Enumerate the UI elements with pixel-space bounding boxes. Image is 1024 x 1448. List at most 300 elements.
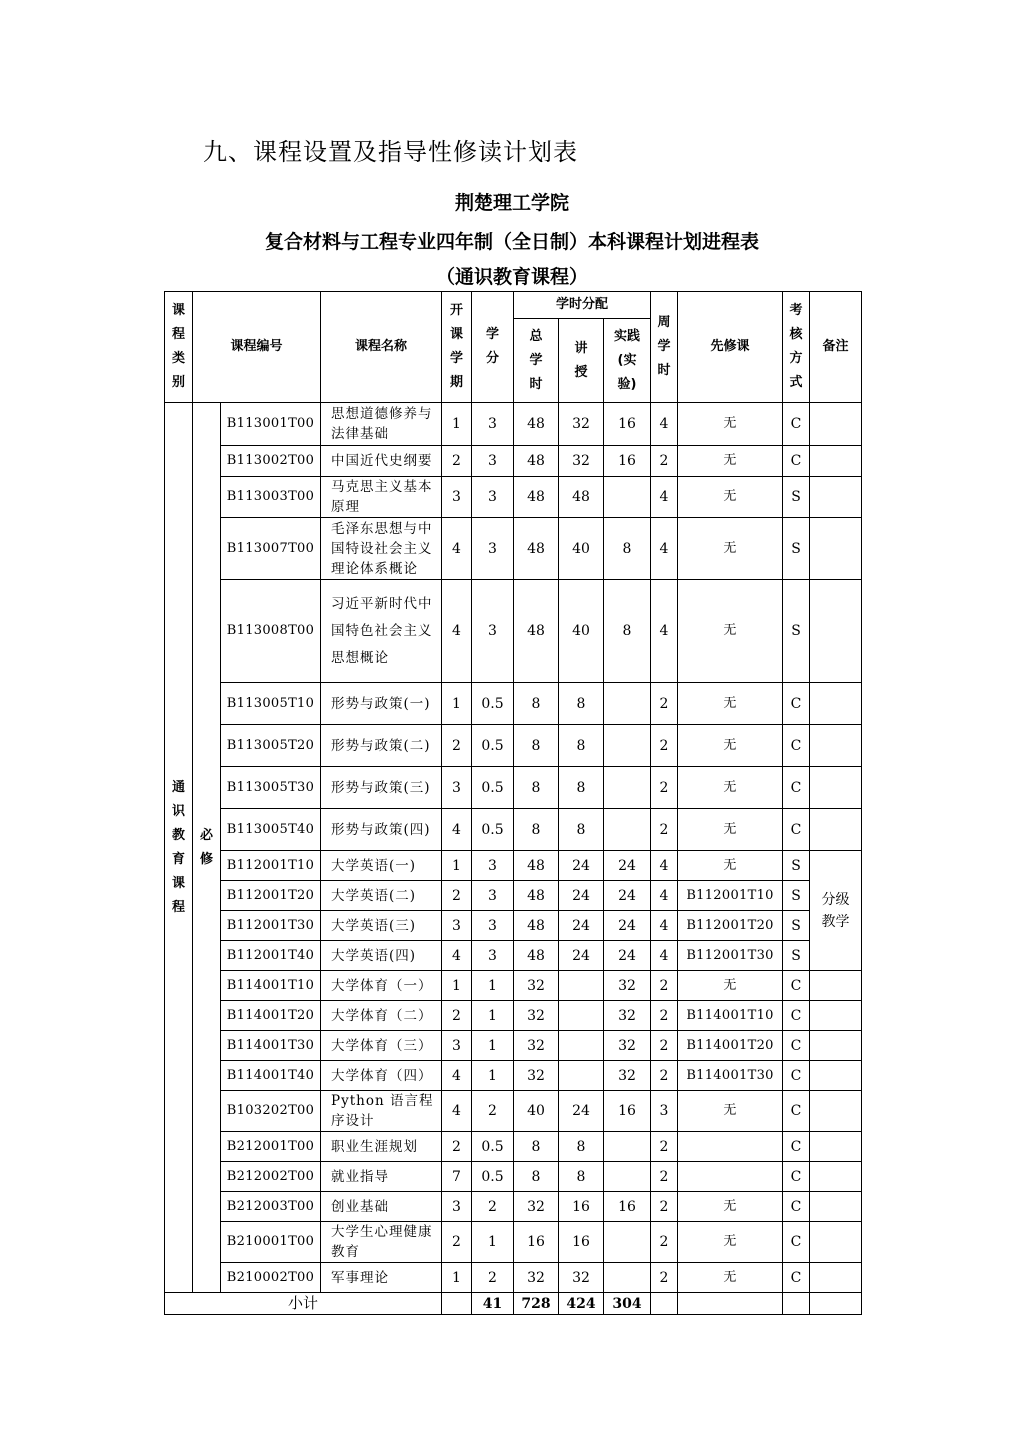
- course-name: 大学英语(二): [321, 881, 442, 911]
- course-code: B113003T00: [221, 477, 321, 518]
- course-remark: [810, 767, 862, 809]
- course-practice-hours: 8: [604, 580, 651, 683]
- course-credit: 1: [472, 1061, 514, 1091]
- course-credit: 3: [472, 851, 514, 881]
- course-prereq: 无: [678, 403, 783, 446]
- course-practice-hours: 8: [604, 518, 651, 580]
- course-total-hours: 48: [514, 911, 559, 941]
- course-name: 创业基础: [321, 1192, 442, 1222]
- course-lecture-hours: 32: [559, 446, 604, 477]
- course-semester: 7: [442, 1162, 472, 1192]
- course-practice-hours: 16: [604, 1192, 651, 1222]
- course-prereq: B114001T30: [678, 1061, 783, 1091]
- course-name: 中国近代史纲要: [321, 446, 442, 477]
- course-lecture-hours: 40: [559, 518, 604, 580]
- course-semester: 4: [442, 809, 472, 851]
- course-remark: [810, 1132, 862, 1162]
- course-exam: C: [783, 1192, 810, 1222]
- course-semester: 3: [442, 911, 472, 941]
- table-row: [165, 518, 862, 580]
- course-semester: 4: [442, 941, 472, 971]
- subtotal-weekly: [651, 1293, 678, 1315]
- course-code: B113005T40: [221, 809, 321, 851]
- course-semester: 2: [442, 725, 472, 767]
- course-code: B212002T00: [221, 1162, 321, 1192]
- course-total-hours: 48: [514, 403, 559, 446]
- course-remark: [810, 477, 862, 518]
- course-semester: 3: [442, 1192, 472, 1222]
- table-row: [165, 941, 862, 971]
- subtotal-remark: [810, 1293, 862, 1315]
- course-exam: C: [783, 1001, 810, 1031]
- course-lecture-hours: 8: [559, 809, 604, 851]
- subtotal-credit: 41: [472, 1293, 514, 1315]
- course-practice-hours: [604, 1263, 651, 1293]
- course-exam: C: [783, 403, 810, 446]
- header-lecture: 讲授: [559, 319, 604, 403]
- table-row: [165, 446, 862, 477]
- course-weekly-hours: 4: [651, 911, 678, 941]
- course-prereq: [678, 1162, 783, 1192]
- course-semester: 1: [442, 683, 472, 725]
- table-row: [165, 881, 862, 911]
- course-credit: 0.5: [472, 725, 514, 767]
- course-code: B112001T10: [221, 851, 321, 881]
- table-row: [165, 767, 862, 809]
- subtotal-semester: [442, 1293, 472, 1315]
- course-remark: [810, 403, 862, 446]
- course-credit: 3: [472, 477, 514, 518]
- course-name: 马克思主义基本原理: [321, 477, 442, 518]
- subtotal-practice: 304: [604, 1293, 651, 1315]
- course-semester: 1: [442, 403, 472, 446]
- course-lecture-hours: 32: [559, 1263, 604, 1293]
- course-exam: S: [783, 911, 810, 941]
- course-practice-hours: [604, 1222, 651, 1263]
- header-weekly: 周学时: [651, 292, 678, 403]
- course-total-hours: 16: [514, 1222, 559, 1263]
- course-name: 大学体育（四）: [321, 1061, 442, 1091]
- course-lecture-hours: 16: [559, 1192, 604, 1222]
- course-exam: C: [783, 1263, 810, 1293]
- course-exam: S: [783, 580, 810, 683]
- course-weekly-hours: 2: [651, 1192, 678, 1222]
- course-credit: 3: [472, 911, 514, 941]
- course-weekly-hours: 2: [651, 1222, 678, 1263]
- header-hours-group: 学时分配: [514, 292, 651, 319]
- course-lecture-hours: 24: [559, 911, 604, 941]
- course-total-hours: 32: [514, 1192, 559, 1222]
- course-remark: [810, 1162, 862, 1192]
- course-total-hours: 48: [514, 881, 559, 911]
- course-practice-hours: [604, 477, 651, 518]
- course-total-hours: 8: [514, 683, 559, 725]
- table-row: [165, 725, 862, 767]
- course-remark: [810, 1263, 862, 1293]
- course-code: B113001T00: [221, 403, 321, 446]
- course-practice-hours: 32: [604, 1001, 651, 1031]
- section-title: 九、课程设置及指导性修读计划表: [203, 138, 578, 166]
- course-lecture-hours: 16: [559, 1222, 604, 1263]
- subcategory-cell: 必修: [193, 403, 221, 1293]
- course-remark: [810, 446, 862, 477]
- course-weekly-hours: 3: [651, 1091, 678, 1132]
- course-remark: [810, 1061, 862, 1091]
- course-remark: [810, 518, 862, 580]
- course-prereq: 无: [678, 1192, 783, 1222]
- course-exam: C: [783, 1091, 810, 1132]
- table-row: [165, 403, 862, 446]
- course-code: B114001T20: [221, 1001, 321, 1031]
- table-row: [165, 911, 862, 941]
- course-prereq: 无: [678, 851, 783, 881]
- course-credit: 3: [472, 518, 514, 580]
- course-weekly-hours: 4: [651, 403, 678, 446]
- course-weekly-hours: 2: [651, 1001, 678, 1031]
- course-weekly-hours: 2: [651, 446, 678, 477]
- course-code: B113002T00: [221, 446, 321, 477]
- table-row: [165, 1132, 862, 1162]
- course-exam: C: [783, 971, 810, 1001]
- course-lecture-hours: 8: [559, 725, 604, 767]
- course-semester: 4: [442, 1091, 472, 1132]
- course-name: 大学体育（一）: [321, 971, 442, 1001]
- course-prereq: 无: [678, 971, 783, 1001]
- table-row: [165, 1162, 862, 1192]
- course-name: 就业指导: [321, 1162, 442, 1192]
- course-code: B113005T30: [221, 767, 321, 809]
- subtotal-exam: [783, 1293, 810, 1315]
- course-credit: 3: [472, 403, 514, 446]
- course-exam: S: [783, 477, 810, 518]
- course-semester: 1: [442, 851, 472, 881]
- course-code: B103202T00: [221, 1091, 321, 1132]
- course-credit: 1: [472, 1222, 514, 1263]
- header-exam: 考核方式: [783, 292, 810, 403]
- course-weekly-hours: 2: [651, 1162, 678, 1192]
- course-credit: 2: [472, 1192, 514, 1222]
- course-exam: C: [783, 1061, 810, 1091]
- course-total-hours: 32: [514, 1061, 559, 1091]
- course-remark: [810, 809, 862, 851]
- course-weekly-hours: 2: [651, 809, 678, 851]
- course-prereq: 无: [678, 1222, 783, 1263]
- course-remark: [810, 1192, 862, 1222]
- course-code: B112001T20: [221, 881, 321, 911]
- course-name: 思想道德修养与法律基础: [321, 403, 442, 446]
- course-lecture-hours: 8: [559, 1162, 604, 1192]
- course-code: B112001T30: [221, 911, 321, 941]
- course-remark: [810, 971, 862, 1001]
- course-weekly-hours: 2: [651, 683, 678, 725]
- course-remark: [810, 580, 862, 683]
- table-row: [165, 1222, 862, 1263]
- course-lecture-hours: 48: [559, 477, 604, 518]
- course-name: 大学生心理健康教育: [321, 1222, 442, 1263]
- header-practice: 实践(实验): [604, 319, 651, 403]
- course-code: B113005T20: [221, 725, 321, 767]
- course-practice-hours: 24: [604, 911, 651, 941]
- course-code: B212003T00: [221, 1192, 321, 1222]
- course-semester: 1: [442, 1263, 472, 1293]
- course-practice-hours: [604, 809, 651, 851]
- course-credit: 0.5: [472, 683, 514, 725]
- course-semester: 2: [442, 1001, 472, 1031]
- course-practice-hours: 16: [604, 403, 651, 446]
- course-lecture-hours: 24: [559, 881, 604, 911]
- course-weekly-hours: 2: [651, 1263, 678, 1293]
- course-name: 大学英语(三): [321, 911, 442, 941]
- course-code: B114001T10: [221, 971, 321, 1001]
- course-name: 形势与政策(四): [321, 809, 442, 851]
- course-remark: [810, 1001, 862, 1031]
- course-practice-hours: 32: [604, 1031, 651, 1061]
- course-total-hours: 32: [514, 1001, 559, 1031]
- header-prereq: 先修课: [678, 292, 783, 403]
- course-credit: 0.5: [472, 809, 514, 851]
- course-credit: 1: [472, 971, 514, 1001]
- course-total-hours: 48: [514, 477, 559, 518]
- school-name: 荆楚理工学院: [454, 192, 569, 214]
- course-practice-hours: 32: [604, 1061, 651, 1091]
- course-remark: [810, 1222, 862, 1263]
- course-name: 毛泽东思想与中国特设社会主义理论体系概论: [321, 518, 442, 580]
- course-lecture-hours: [559, 1031, 604, 1061]
- course-lecture-hours: 24: [559, 1091, 604, 1132]
- course-name: 大学英语(四): [321, 941, 442, 971]
- course-name: 形势与政策(三): [321, 767, 442, 809]
- course-code: B114001T40: [221, 1061, 321, 1091]
- course-prereq: 无: [678, 809, 783, 851]
- table-row: [165, 971, 862, 1001]
- course-weekly-hours: 4: [651, 477, 678, 518]
- course-practice-hours: [604, 1132, 651, 1162]
- course-semester: 1: [442, 971, 472, 1001]
- course-code: B210001T00: [221, 1222, 321, 1263]
- table-row: [165, 1031, 862, 1061]
- table-row: [165, 477, 862, 518]
- course-total-hours: 8: [514, 1132, 559, 1162]
- course-name: 形势与政策(二): [321, 725, 442, 767]
- course-total-hours: 40: [514, 1091, 559, 1132]
- course-total-hours: 8: [514, 809, 559, 851]
- course-semester: 3: [442, 767, 472, 809]
- course-weekly-hours: 4: [651, 851, 678, 881]
- course-total-hours: 32: [514, 1031, 559, 1061]
- course-weekly-hours: 2: [651, 1061, 678, 1091]
- course-credit: 3: [472, 580, 514, 683]
- course-prereq: B112001T10: [678, 881, 783, 911]
- course-total-hours: 32: [514, 1263, 559, 1293]
- course-plan-table: [164, 291, 862, 1315]
- course-prereq: B112001T30: [678, 941, 783, 971]
- subtotal-total: 728: [514, 1293, 559, 1315]
- course-exam: S: [783, 518, 810, 580]
- course-total-hours: 8: [514, 1162, 559, 1192]
- table-row: [165, 683, 862, 725]
- course-exam: C: [783, 1222, 810, 1263]
- course-semester: 3: [442, 1031, 472, 1061]
- table-row: [165, 580, 862, 683]
- course-lecture-hours: 40: [559, 580, 604, 683]
- course-lecture-hours: [559, 1061, 604, 1091]
- course-remark: [810, 725, 862, 767]
- course-prereq: 无: [678, 477, 783, 518]
- course-practice-hours: 16: [604, 446, 651, 477]
- course-prereq: 无: [678, 1091, 783, 1132]
- course-code: B113007T00: [221, 518, 321, 580]
- subtotal-row: [165, 1293, 862, 1315]
- table-row: [165, 1061, 862, 1091]
- header-code: 课程编号: [193, 292, 321, 403]
- course-weekly-hours: 2: [651, 767, 678, 809]
- course-prereq: B114001T20: [678, 1031, 783, 1061]
- course-code: B212001T00: [221, 1132, 321, 1162]
- course-credit: 1: [472, 1001, 514, 1031]
- course-weekly-hours: 2: [651, 1031, 678, 1061]
- course-semester: 3: [442, 477, 472, 518]
- course-name: 大学英语(一): [321, 851, 442, 881]
- course-semester: 2: [442, 1132, 472, 1162]
- course-prereq: 无: [678, 725, 783, 767]
- table-row: [165, 1091, 862, 1132]
- table-subtitle: （通识教育课程）: [435, 266, 588, 288]
- course-exam: C: [783, 683, 810, 725]
- course-code: B114001T30: [221, 1031, 321, 1061]
- course-credit: 2: [472, 1263, 514, 1293]
- course-prereq: 无: [678, 518, 783, 580]
- course-name: 职业生涯规划: [321, 1132, 442, 1162]
- course-exam: S: [783, 941, 810, 971]
- header-semester: 开课学期: [442, 292, 472, 403]
- course-weekly-hours: 4: [651, 580, 678, 683]
- course-total-hours: 48: [514, 941, 559, 971]
- course-practice-hours: 32: [604, 971, 651, 1001]
- header-total: 总学时: [514, 319, 559, 403]
- course-name: 形势与政策(一): [321, 683, 442, 725]
- table-title: 复合材料与工程专业四年制（全日制）本科课程计划进程表: [264, 231, 759, 253]
- course-exam: C: [783, 446, 810, 477]
- course-name: 军事理论: [321, 1263, 442, 1293]
- subtotal-lecture: 424: [559, 1293, 604, 1315]
- course-name: 习近平新时代中国特色社会主义思想概论: [321, 580, 442, 683]
- course-weekly-hours: 4: [651, 881, 678, 911]
- course-lecture-hours: 24: [559, 941, 604, 971]
- course-semester: 2: [442, 881, 472, 911]
- course-practice-hours: [604, 1162, 651, 1192]
- category-cell: 通识教育课程: [165, 403, 193, 1293]
- table-row: [165, 1192, 862, 1222]
- course-weekly-hours: 4: [651, 941, 678, 971]
- course-practice-hours: [604, 683, 651, 725]
- course-lecture-hours: 32: [559, 403, 604, 446]
- course-total-hours: 48: [514, 851, 559, 881]
- header-name: 课程名称: [321, 292, 442, 403]
- course-exam: C: [783, 1132, 810, 1162]
- course-weekly-hours: 4: [651, 518, 678, 580]
- course-practice-hours: 16: [604, 1091, 651, 1132]
- course-total-hours: 32: [514, 971, 559, 1001]
- course-lecture-hours: 24: [559, 851, 604, 881]
- course-exam: S: [783, 881, 810, 911]
- course-credit: 0.5: [472, 1162, 514, 1192]
- course-total-hours: 48: [514, 446, 559, 477]
- course-total-hours: 8: [514, 725, 559, 767]
- course-practice-hours: 24: [604, 851, 651, 881]
- course-prereq: 无: [678, 580, 783, 683]
- course-practice-hours: [604, 725, 651, 767]
- course-total-hours: 48: [514, 580, 559, 683]
- course-credit: 3: [472, 881, 514, 911]
- remark-graded-teaching: 分级教学: [810, 851, 862, 971]
- course-prereq: 无: [678, 683, 783, 725]
- course-exam: C: [783, 1031, 810, 1061]
- course-lecture-hours: 8: [559, 683, 604, 725]
- course-name: 大学体育（三）: [321, 1031, 442, 1061]
- course-semester: 2: [442, 1222, 472, 1263]
- course-exam: C: [783, 767, 810, 809]
- course-code: B113008T00: [221, 580, 321, 683]
- course-total-hours: 8: [514, 767, 559, 809]
- course-lecture-hours: 8: [559, 1132, 604, 1162]
- course-semester: 4: [442, 1061, 472, 1091]
- course-code: B112001T40: [221, 941, 321, 971]
- course-weekly-hours: 2: [651, 725, 678, 767]
- course-remark: [810, 683, 862, 725]
- course-lecture-hours: 8: [559, 767, 604, 809]
- course-prereq: 无: [678, 767, 783, 809]
- header-remark: 备注: [810, 292, 862, 403]
- course-credit: 0.5: [472, 1132, 514, 1162]
- course-practice-hours: 24: [604, 941, 651, 971]
- course-prereq: [678, 1132, 783, 1162]
- course-practice-hours: [604, 767, 651, 809]
- course-credit: 3: [472, 446, 514, 477]
- header-category: 课程类别: [165, 292, 193, 403]
- course-practice-hours: 24: [604, 881, 651, 911]
- course-exam: C: [783, 809, 810, 851]
- course-name: Python 语言程序设计: [321, 1091, 442, 1132]
- course-remark: [810, 1091, 862, 1132]
- subtotal-prereq: [678, 1293, 783, 1315]
- course-prereq: 无: [678, 1263, 783, 1293]
- course-semester: 4: [442, 580, 472, 683]
- header-credit: 学分: [472, 292, 514, 403]
- course-exam: S: [783, 851, 810, 881]
- course-semester: 2: [442, 446, 472, 477]
- course-credit: 0.5: [472, 767, 514, 809]
- course-prereq: B114001T10: [678, 1001, 783, 1031]
- course-name: 大学体育（二）: [321, 1001, 442, 1031]
- course-total-hours: 48: [514, 518, 559, 580]
- subtotal-label: 小计: [165, 1293, 442, 1315]
- table-row: [165, 1001, 862, 1031]
- table-row: [165, 809, 862, 851]
- course-credit: 3: [472, 941, 514, 971]
- course-remark: [810, 1031, 862, 1061]
- course-weekly-hours: 2: [651, 1132, 678, 1162]
- course-credit: 2: [472, 1091, 514, 1132]
- table-row: [165, 1263, 862, 1293]
- course-credit: 1: [472, 1031, 514, 1061]
- course-semester: 4: [442, 518, 472, 580]
- course-lecture-hours: [559, 1001, 604, 1031]
- course-exam: C: [783, 725, 810, 767]
- course-weekly-hours: 2: [651, 971, 678, 1001]
- course-prereq: B112001T20: [678, 911, 783, 941]
- course-lecture-hours: [559, 971, 604, 1001]
- course-code: B113005T10: [221, 683, 321, 725]
